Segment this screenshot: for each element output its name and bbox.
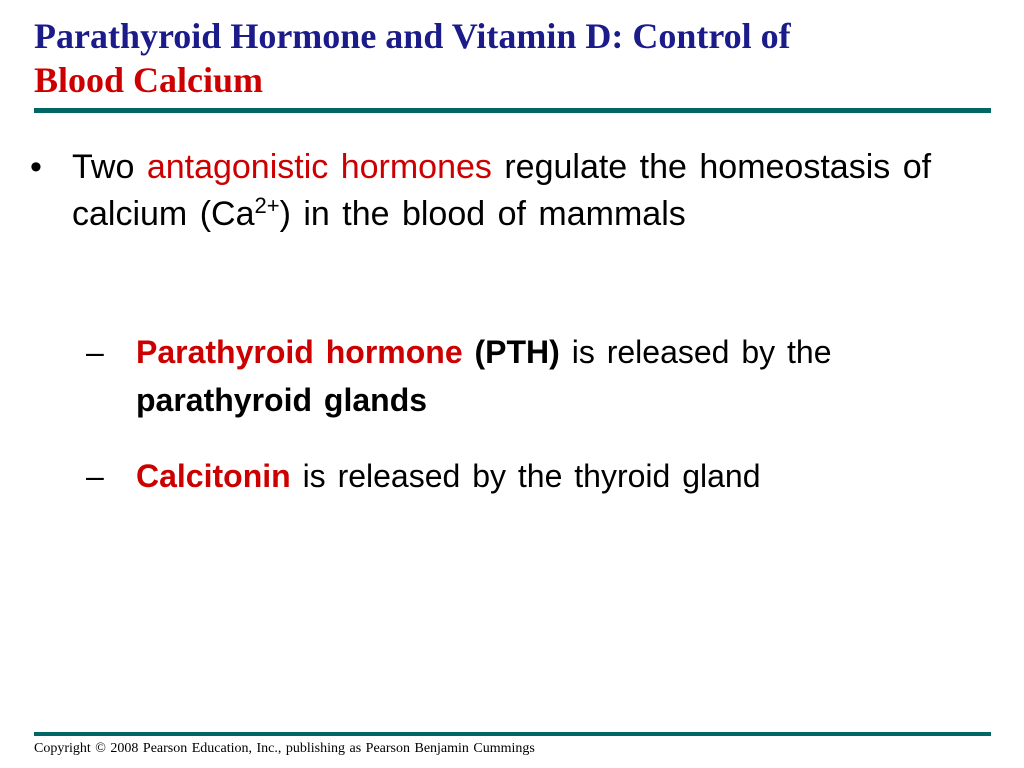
bullet-main: [30, 144, 960, 238]
sub-bullet-calcitonin: [86, 452, 946, 500]
sub-text-part: is released by the: [559, 334, 832, 370]
highlight-parathyroid-hormone: Parathyroid hormone: [136, 334, 463, 370]
sub-text-part: is released by the thyroid gland: [290, 458, 761, 494]
slide-title-line-2: Blood Calcium: [34, 60, 264, 100]
sub-bullet-pth-text: [136, 328, 946, 424]
bullet-main-text: [72, 144, 960, 238]
sub-bullet-pth: [86, 328, 946, 424]
parathyroid-glands: parathyroid glands: [136, 382, 428, 418]
footer-divider: [34, 732, 991, 736]
highlight-antagonistic-hormones: antagonistic hormones: [146, 148, 492, 186]
highlight-calcitonin: Calcitonin: [136, 458, 291, 494]
slide-title: [34, 14, 994, 102]
bullet-text-part: regulate the homeostasis of calcium (Ca: [72, 148, 932, 233]
pth-abbreviation: (PTH): [474, 334, 560, 370]
bullet-marker: •: [30, 148, 42, 186]
spacer-text: [463, 334, 475, 370]
dash-marker: –: [86, 458, 104, 494]
superscript-charge: 2+: [254, 193, 280, 218]
bullet-text-part: ) in the blood of mammals: [279, 195, 686, 233]
copyright-footer: Copyright © 2008 Pearson Education, Inc., publishing as Pearson Benjamin Cummings: [34, 741, 535, 756]
title-divider: [34, 108, 991, 113]
dash-marker: –: [86, 334, 104, 370]
sub-bullet-calcitonin-text: [136, 452, 946, 500]
slide-title-line-1: Parathyroid Hormone and Vitamin D: Control of: [34, 16, 791, 56]
bullet-text-part: Two: [72, 148, 147, 186]
